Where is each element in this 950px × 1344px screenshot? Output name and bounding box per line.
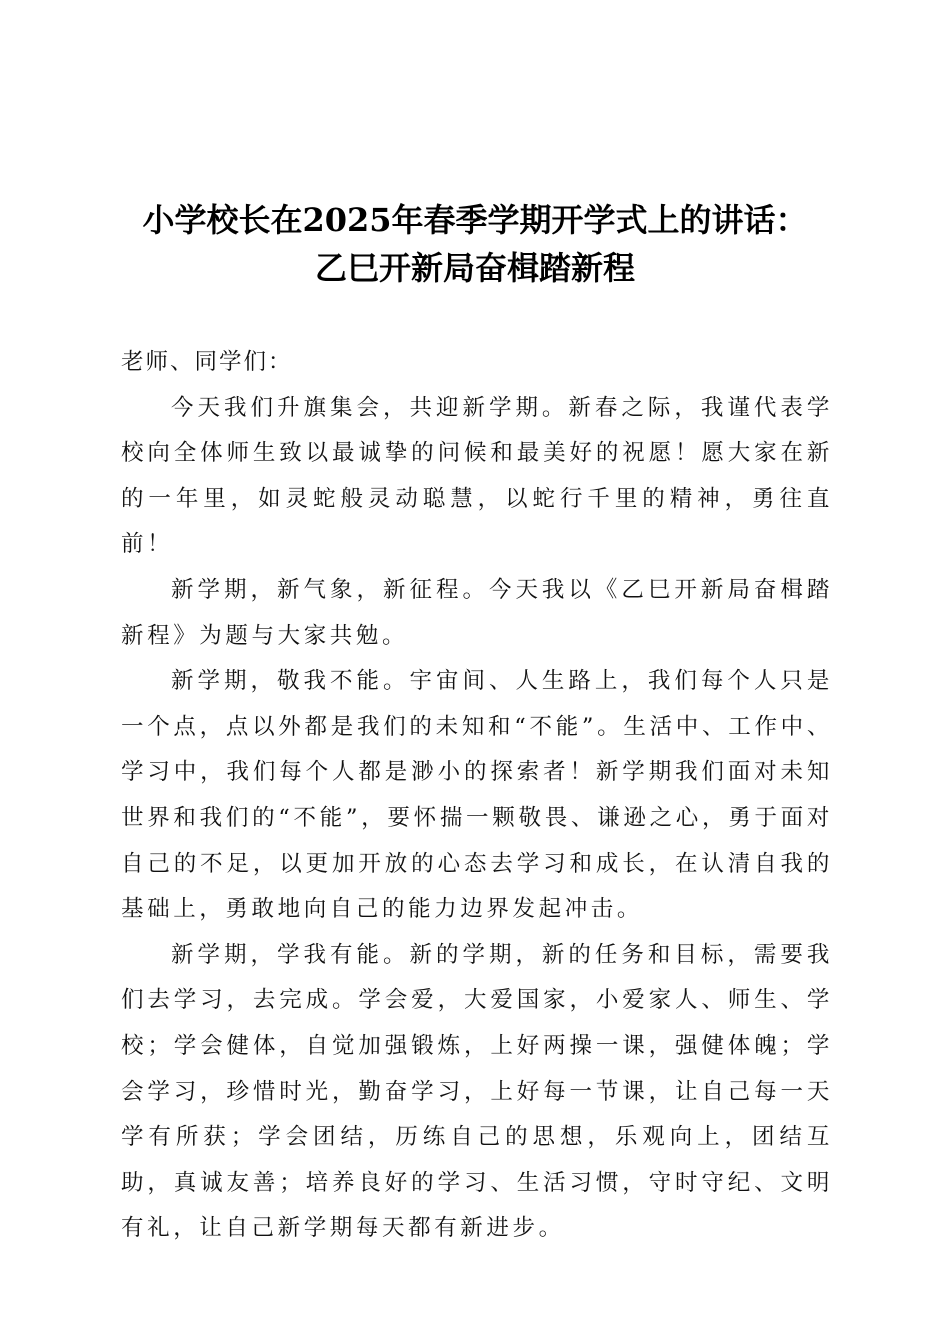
title-line-1: 小学校长在2025年春季学期开学式上的讲话： xyxy=(142,201,808,239)
paragraph-4: 新学期，学我有能。新的学期，新的任务和目标，需要我们去学习，去完成。学会爱，大爱国家，小爱家人、师生、学校；学会健体，自觉加强锻炼，上好两操一课，强健体魄；学会学习，珍惜时光，勤奋学习，上好每一节课，让自己每一天学有所获；学会团结，历练自己的思想，乐观向上，团结互助，真诚友善；培养良好的学习、生活习惯，守时守纪、文明有礼，让自己新学期每天都有新进步。 xyxy=(121,941,833,1242)
paragraph-1: 今天我们升旗集会，共迎新学期。新春之际，我谨代表学校向全体师生致以最诚挚的问候和最美好的祝愿！愿大家在新的一年里，如灵蛇般灵动聪慧，以蛇行千里的精神，勇往直前！ xyxy=(121,394,833,558)
title-line-2: 乙巳开新局奋楫踏新程 xyxy=(314,249,635,287)
paragraph-3: 新学期，敬我不能。宇宙间、人生路上，我们每个人只是一个点，点以外都是我们的未知和“不能”。生活中、工作中、学习中，我们每个人都是渺小的探索者！新学期我们面对未知世界和我们的“不能”，要怀揣一颗敬畏、谦逊之心，勇于面对自己的不足，以更加开放的心态去学习和成长，在认清自我的基础上，勇敢地向自己的能力边界发起冲击。 xyxy=(121,668,833,923)
paragraph-2: 新学期，新气象，新征程。今天我以《乙巳开新局奋楫踏新程》为题与大家共勉。 xyxy=(121,576,833,649)
document-title xyxy=(100,196,850,292)
document-body xyxy=(121,340,833,1252)
salutation: 老师、同学们： xyxy=(121,349,293,375)
